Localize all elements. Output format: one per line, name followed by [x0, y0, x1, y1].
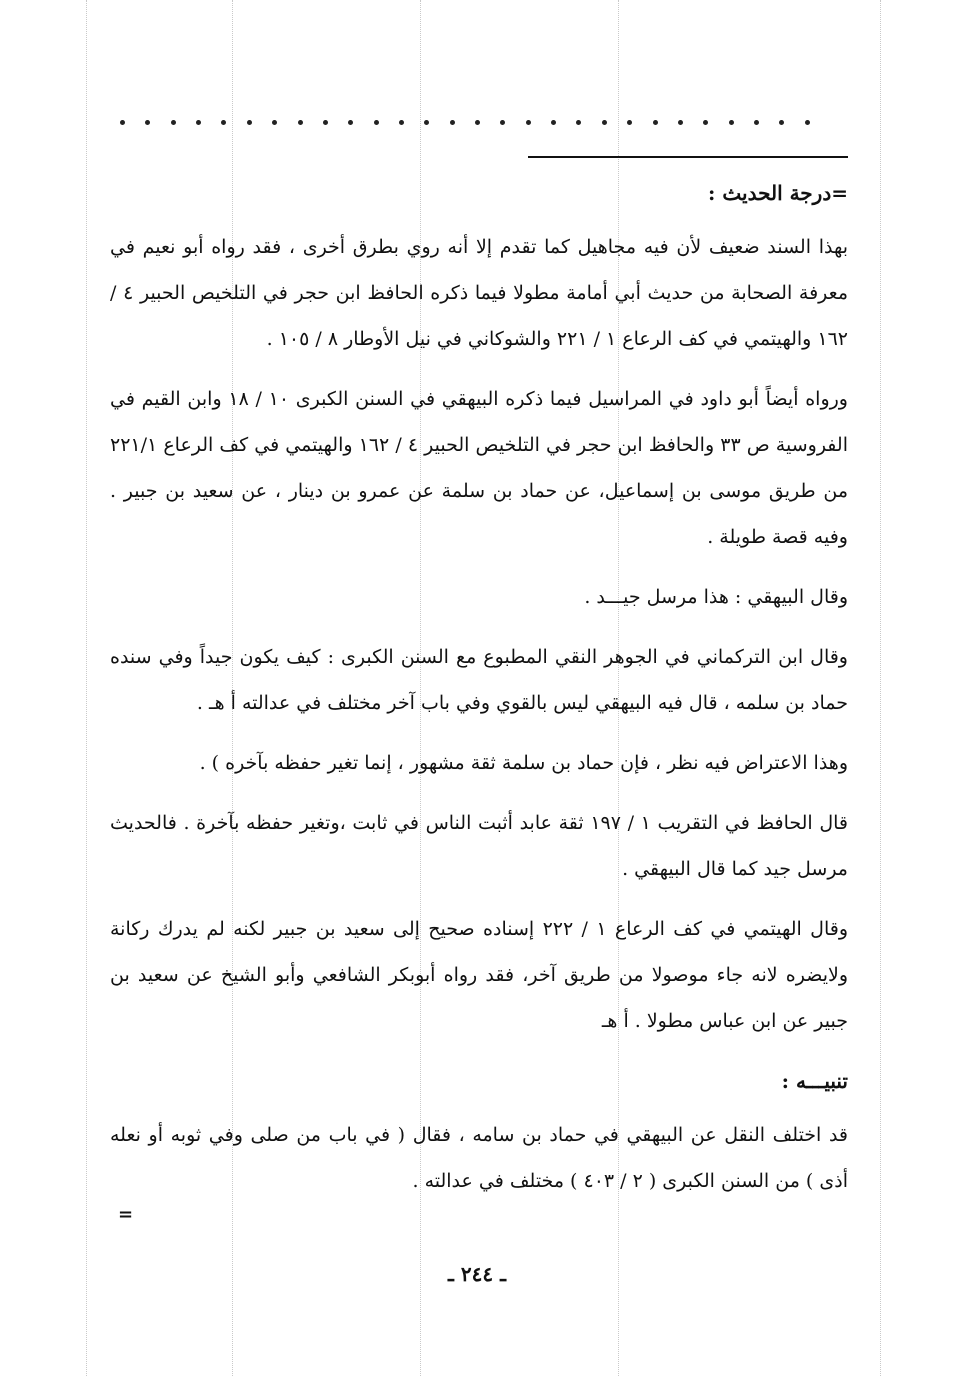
paragraph: وقال ابن التركماني في الجوهر النقي المطبوع مع السنن الكبرى : كيف يكون جيداً وفي سنده حماد بن سلمه ، قال فيه البيهقي ليس بالقوي وفي باب آخر مختلف في عدالته أ هـ . [110, 646, 848, 714]
paragraph: وقال البيهقي : هذا مرسل جيـــد . [584, 586, 848, 608]
paragraph: بهذا السند ضعيف لأن فيه مجاهيل كما تقدم إلا أنه روي بطرق أخرى ، فقد رواه أبو نعيم في معرفة الصحابة من حديث أبي أمامة مطولا فيما ذكره الحافظ ابن حجر في التلخيص الحبير ٤ / ١٦٢ والهيتمي في كف الرعاع ١ / ٢٢١ والشوكاني في نيل الأوطار ٨ / ١٠٥ . [110, 236, 848, 350]
section-heading: =درجة الحديث : [708, 181, 848, 205]
scan-guide-line [86, 0, 87, 1376]
paragraph: قال الحافظ في التقريب ١ / ١٩٧ ثقة عابد أثبت الناس في ثابت ،وتغير حفظه بآخرة . فالحديث مرسل جيد كما قال البيهقي . [110, 812, 848, 880]
main-text [110, 170, 848, 1218]
paragraph: وهذا الاعتراض فيه نظر ، فإن حماد بن سلمة ثقة مشهور ، إنما تغير حفظه بآخره ) . [199, 752, 848, 774]
continuation-mark: = [118, 1204, 134, 1225]
paragraph: وقال الهيتمي في كف الرعاع ١ / ٢٢٢ إسناده صحيح إلى سعيد بن جبير لكنه لم يدرك ركانة ولايضره لانه جاء موصولا من طريق آخر، فقد رواه أبوبكر الشافعي وأبو الشيخ عن سعيد بن جبير عن ابن عباس مطولا . أ هـ [110, 918, 848, 1032]
note-heading: تنبيـــه : [781, 1069, 848, 1093]
dotted-separator [120, 114, 810, 130]
footnote-separator-line [528, 156, 848, 158]
note-paragraph: قد اختلف النقل عن البيهقي في حماد بن سامه ، فقال ( في باب من صلى وفي ثوبه أو نعله أذى ) من السنن الكبرى ( ٢ / ٤٠٣ ) مختلف في عدالته . [110, 1124, 848, 1192]
paragraph: ورواه أيضاً أبو داود في المراسيل فيما ذكره البيهقي في السنن الكبرى ١٠ / ١٨ وابن القيم في الفروسية ص ٣٣ والحافظ ابن حجر في التلخيص الحبير ٤ / ١٦٢ والهيتمي في كف الرعاع ٢٢١/١ من طريق موسى بن إسماعيل، عن حماد بن سلمة عن عمرو بن دينار ، عن سعيد بن جبير . وفيه قصة طويلة . [110, 388, 848, 548]
scan-guide-line [880, 0, 881, 1376]
page-number: ـ ٢٤٤ ـ [448, 1262, 506, 1286]
